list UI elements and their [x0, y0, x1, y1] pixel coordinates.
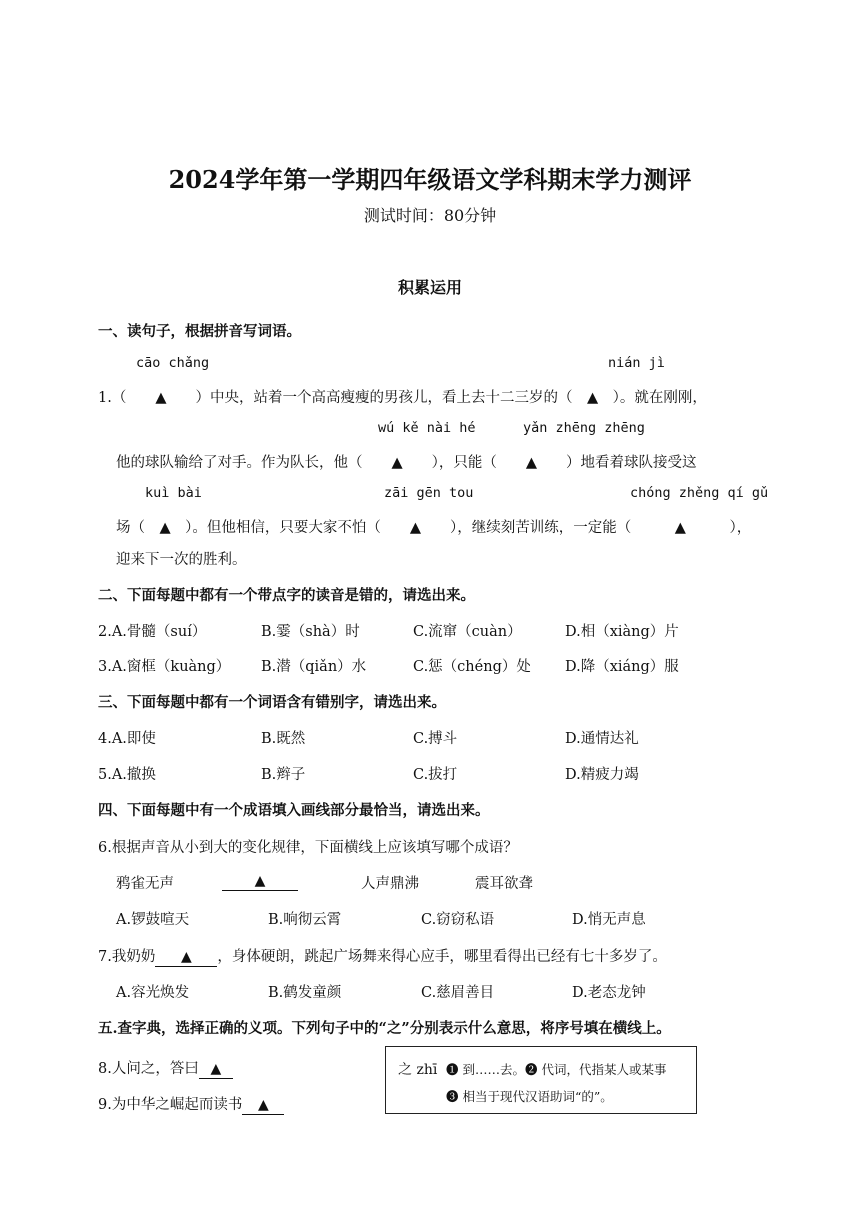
q2-option-c: C.流窜（cuàn）	[413, 624, 522, 640]
q3-option-a: 3.A.窗框（kuàng）	[98, 659, 231, 675]
q1-line4: 迎来下一次的胜利。	[116, 552, 247, 568]
q5-option-b: B.辫子	[261, 767, 306, 783]
page-title: 2024学年第一学期四年级语文学科期末学力测评	[168, 165, 692, 194]
pinyin-wukenaihe: wú kě nài hé	[378, 420, 476, 436]
q8-line	[98, 1057, 233, 1079]
q7-suffix: ，身体硬朗，跳起广场舞来得心应手，哪里看得出已经有七十多岁了。	[217, 949, 667, 965]
part5-heading: 五.查字典，选择正确的义项。下列句子中的“之”分别表示什么意思，将序号填在横线上。	[98, 1020, 671, 1037]
q2-option-b: B.霎（shà）时	[261, 624, 360, 640]
q7-option-b: B.鹤发童颜	[268, 985, 342, 1001]
pinyin-nianji: nián jì	[608, 355, 665, 371]
q2-option-a: 2.A.骨髓（suí）	[98, 624, 207, 640]
q6-seq-1: 鸦雀无声	[116, 876, 174, 892]
q8-answer-blank[interactable]	[199, 1060, 233, 1079]
q3-option-d: D.降（xiáng）服	[565, 659, 679, 675]
q9-line	[98, 1093, 284, 1115]
pinyin-kuibai: kuì bài	[145, 485, 202, 501]
q4-option-d: D.通情达礼	[565, 731, 639, 747]
q7-option-d: D.老态龙钟	[572, 985, 646, 1001]
dictionary-headword: 之 zhī	[398, 1062, 438, 1078]
pinyin-caochang: cāo chǎng	[136, 355, 210, 371]
q3-option-b: B.潜（qiǎn）水	[261, 659, 367, 675]
triangle-marker-icon: ▲	[254, 873, 266, 889]
q5-option-d: D.精疲力竭	[565, 767, 639, 783]
q6-option-a: A.锣鼓喧天	[116, 912, 190, 928]
q4-option-a: 4.A.即使	[98, 731, 156, 747]
q6-stem: 6.根据声音从小到大的变化规律，下面横线上应该填写哪个成语？	[98, 840, 518, 856]
triangle-marker-icon: ▲	[180, 949, 192, 965]
pinyin-zaigentou: zāi gēn tou	[384, 485, 474, 501]
q2-option-d: D.相（xiàng）片	[565, 624, 679, 640]
triangle-marker-icon: ▲	[210, 1061, 222, 1077]
q5-option-a: 5.A.撤换	[98, 767, 156, 783]
q5-option-c: C.拔打	[413, 767, 458, 783]
q9-answer-blank[interactable]	[242, 1096, 284, 1115]
triangle-marker-icon: ▲	[257, 1097, 269, 1113]
q6-option-b: B.响彻云霄	[268, 912, 342, 928]
part4-heading: 四、下面每题中有一个成语填入画线部分最恰当，请选出来。	[98, 802, 490, 819]
part2-heading: 二、下面每题中都有一个带点字的读音是错的，请选出来。	[98, 587, 475, 604]
part1-heading: 一、读句子，根据拼音写词语。	[98, 323, 301, 340]
q6-option-d: D.悄无声息	[572, 912, 646, 928]
q8-text: 8.人问之，答曰	[98, 1061, 199, 1077]
q9-text: 9.为中华之崛起而读书	[98, 1097, 243, 1113]
q1-line3: 场（ ▲ ）。但他相信，只要大家不怕（ ▲ ），继续刻苦训练，一定能（ ▲ ），	[116, 520, 752, 536]
q6-seq-4: 震耳欲聋	[475, 876, 533, 892]
part3-heading: 三、下面每题中都有一个词语含有错别字，请选出来。	[98, 694, 446, 711]
dictionary-meanings-2: ❸ 相当于现代汉语助词“的”。	[446, 1089, 613, 1104]
q1-line2: 他的球队输给了对手。作为队长，他（ ▲ ），只能（ ▲ ）地看着球队接受这	[116, 455, 697, 471]
test-time: 测试时间：80分钟	[363, 206, 497, 225]
q7-answer-blank[interactable]	[155, 948, 217, 967]
dictionary-box	[385, 1046, 697, 1114]
q3-option-c: C.惩（chéng）处	[413, 659, 531, 675]
q4-option-c: C.搏斗	[413, 731, 458, 747]
dictionary-meanings-1: ❶ 到……去。❷ 代词，代指某人或某事	[446, 1062, 667, 1077]
q6-option-c: C.窃窃私语	[421, 912, 495, 928]
q6-seq-3: 人声鼎沸	[361, 876, 419, 892]
q7-option-c: C.慈眉善目	[421, 985, 495, 1001]
pinyin-chongzhengqigu: chóng zhěng qí gǔ	[630, 485, 769, 501]
q1-line1: 1.（ ▲ ）中央，站着一个高高瘦瘦的男孩儿，看上去十二三岁的（ ▲ ）。就在刚刚，	[98, 390, 707, 406]
q7-prefix: 7.我奶奶	[98, 949, 156, 965]
q4-option-b: B.既然	[261, 731, 306, 747]
q6-answer-blank[interactable]	[222, 872, 298, 891]
pinyin-yanzhengzheng: yǎn zhēng zhēng	[523, 420, 645, 436]
q7-line	[98, 945, 667, 967]
q7-option-a: A.容光焕发	[116, 985, 190, 1001]
section-title: 积累运用	[397, 278, 462, 297]
